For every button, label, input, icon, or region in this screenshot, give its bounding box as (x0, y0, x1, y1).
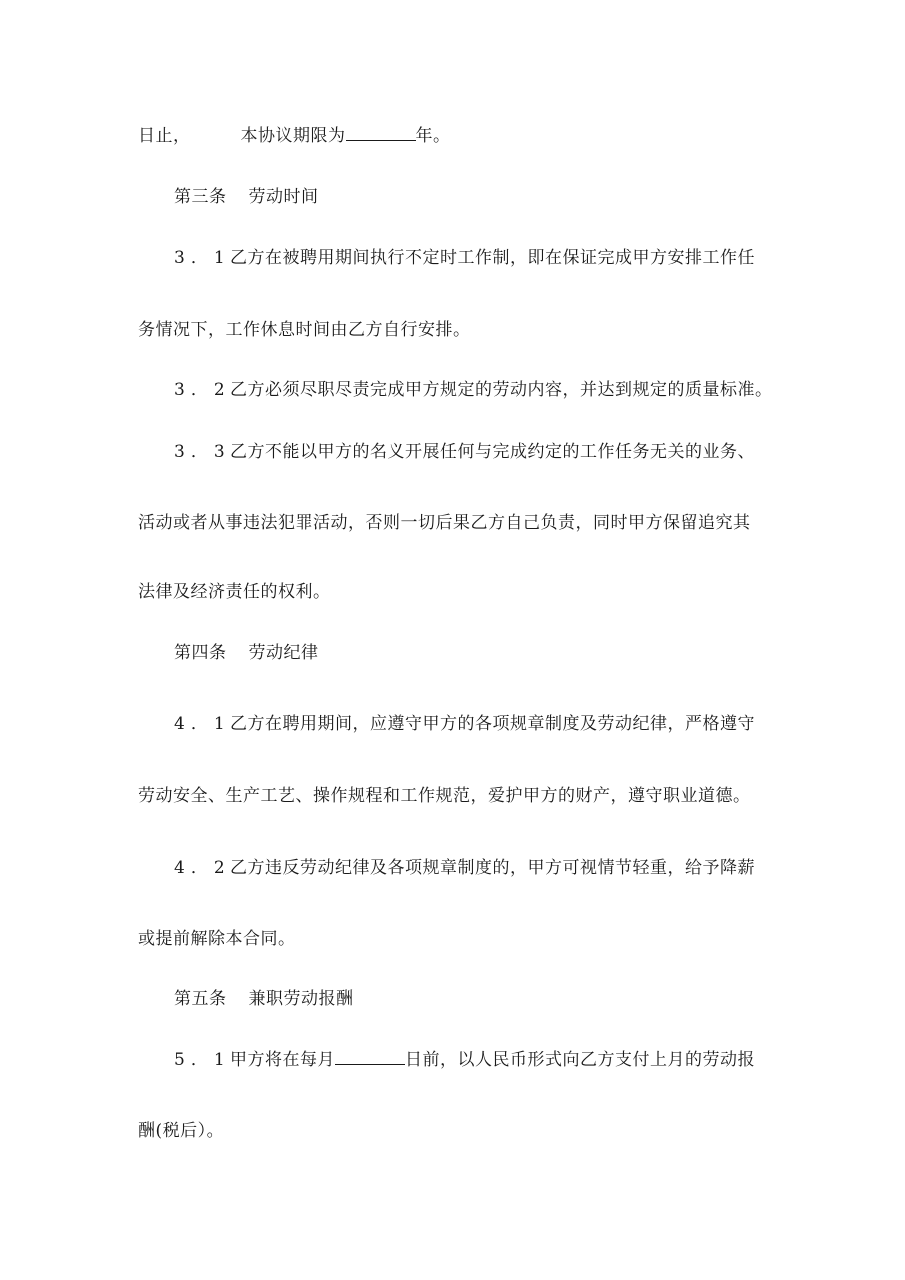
clause-text: 乙方在被聘用期间执行不定时工作制，即在保证完成甲方安排工作任 (230, 248, 755, 268)
clause-text: 日前，以人民币形式向乙方支付上月的劳动报 (405, 1050, 755, 1070)
clause-text: 务情况下，工作休息时间由乙方自行安排。 (138, 320, 471, 340)
clause-text: 乙方在聘用期间，应遵守甲方的各项规章制度及劳动纪律，严格遵守 (230, 714, 755, 734)
article-title: 劳动时间 (248, 187, 319, 207)
text-fragment: 年。 (415, 126, 451, 146)
clause-text: 乙方违反劳动纪律及各项规章制度的，甲方可视情节轻重，给予降薪 (230, 858, 755, 878)
clause-line (0, 246, 905, 270)
clause-line (0, 784, 905, 808)
clause-number: 5．1 (174, 1050, 231, 1070)
clause-text: 乙方不能以甲方的名义开展任何与完成约定的工作任务无关的业务、 (230, 442, 755, 462)
clause-line (0, 378, 905, 402)
article-number: 第三条 (174, 187, 227, 207)
article-title: 劳动纪律 (248, 643, 319, 663)
article-number: 第五条 (174, 989, 227, 1009)
clause-number: 4．1 (174, 714, 231, 734)
clause-text: 活动或者从事违法犯罪活动，否则一切后果乙方自己负责，同时甲方保留追究其 (138, 513, 751, 533)
clause-number: 3．2 (174, 380, 231, 400)
clause-text: 或提前解除本合同。 (138, 929, 296, 949)
clause-line (0, 712, 905, 736)
clause-line (0, 511, 905, 535)
clause-line (0, 580, 905, 604)
clause-line (0, 318, 905, 342)
article-title: 兼职劳动报酬 (248, 989, 354, 1009)
clause-text: 酬(税后）。 (138, 1121, 225, 1141)
clause-line (0, 856, 905, 880)
article-heading (0, 185, 905, 209)
clause-line (0, 1048, 905, 1072)
clause-text: 甲方将在每月 (230, 1050, 335, 1070)
clause-line (0, 1119, 905, 1143)
article-heading (0, 641, 905, 665)
fill-blank (335, 1050, 405, 1065)
text-fragment: 本协议期限为 (240, 126, 346, 146)
term-line (0, 124, 905, 148)
clause-line (0, 927, 905, 951)
text-fragment: 日止， (138, 126, 191, 146)
fill-blank (346, 126, 416, 141)
article-heading (0, 987, 905, 1011)
article-number: 第四条 (174, 643, 227, 663)
clause-text: 劳动安全、生产工艺、操作规程和工作规范，爱护甲方的财产，遵守职业道德。 (138, 786, 751, 806)
clause-text: 法律及经济责任的权利。 (138, 582, 331, 602)
clause-line (0, 440, 905, 464)
clause-number: 3．1 (174, 248, 231, 268)
clause-number: 4．2 (174, 858, 231, 878)
clause-text: 乙方必须尽职尽责完成甲方规定的劳动内容，并达到规定的质量标准。 (230, 380, 773, 400)
clause-number: 3．3 (174, 442, 231, 462)
